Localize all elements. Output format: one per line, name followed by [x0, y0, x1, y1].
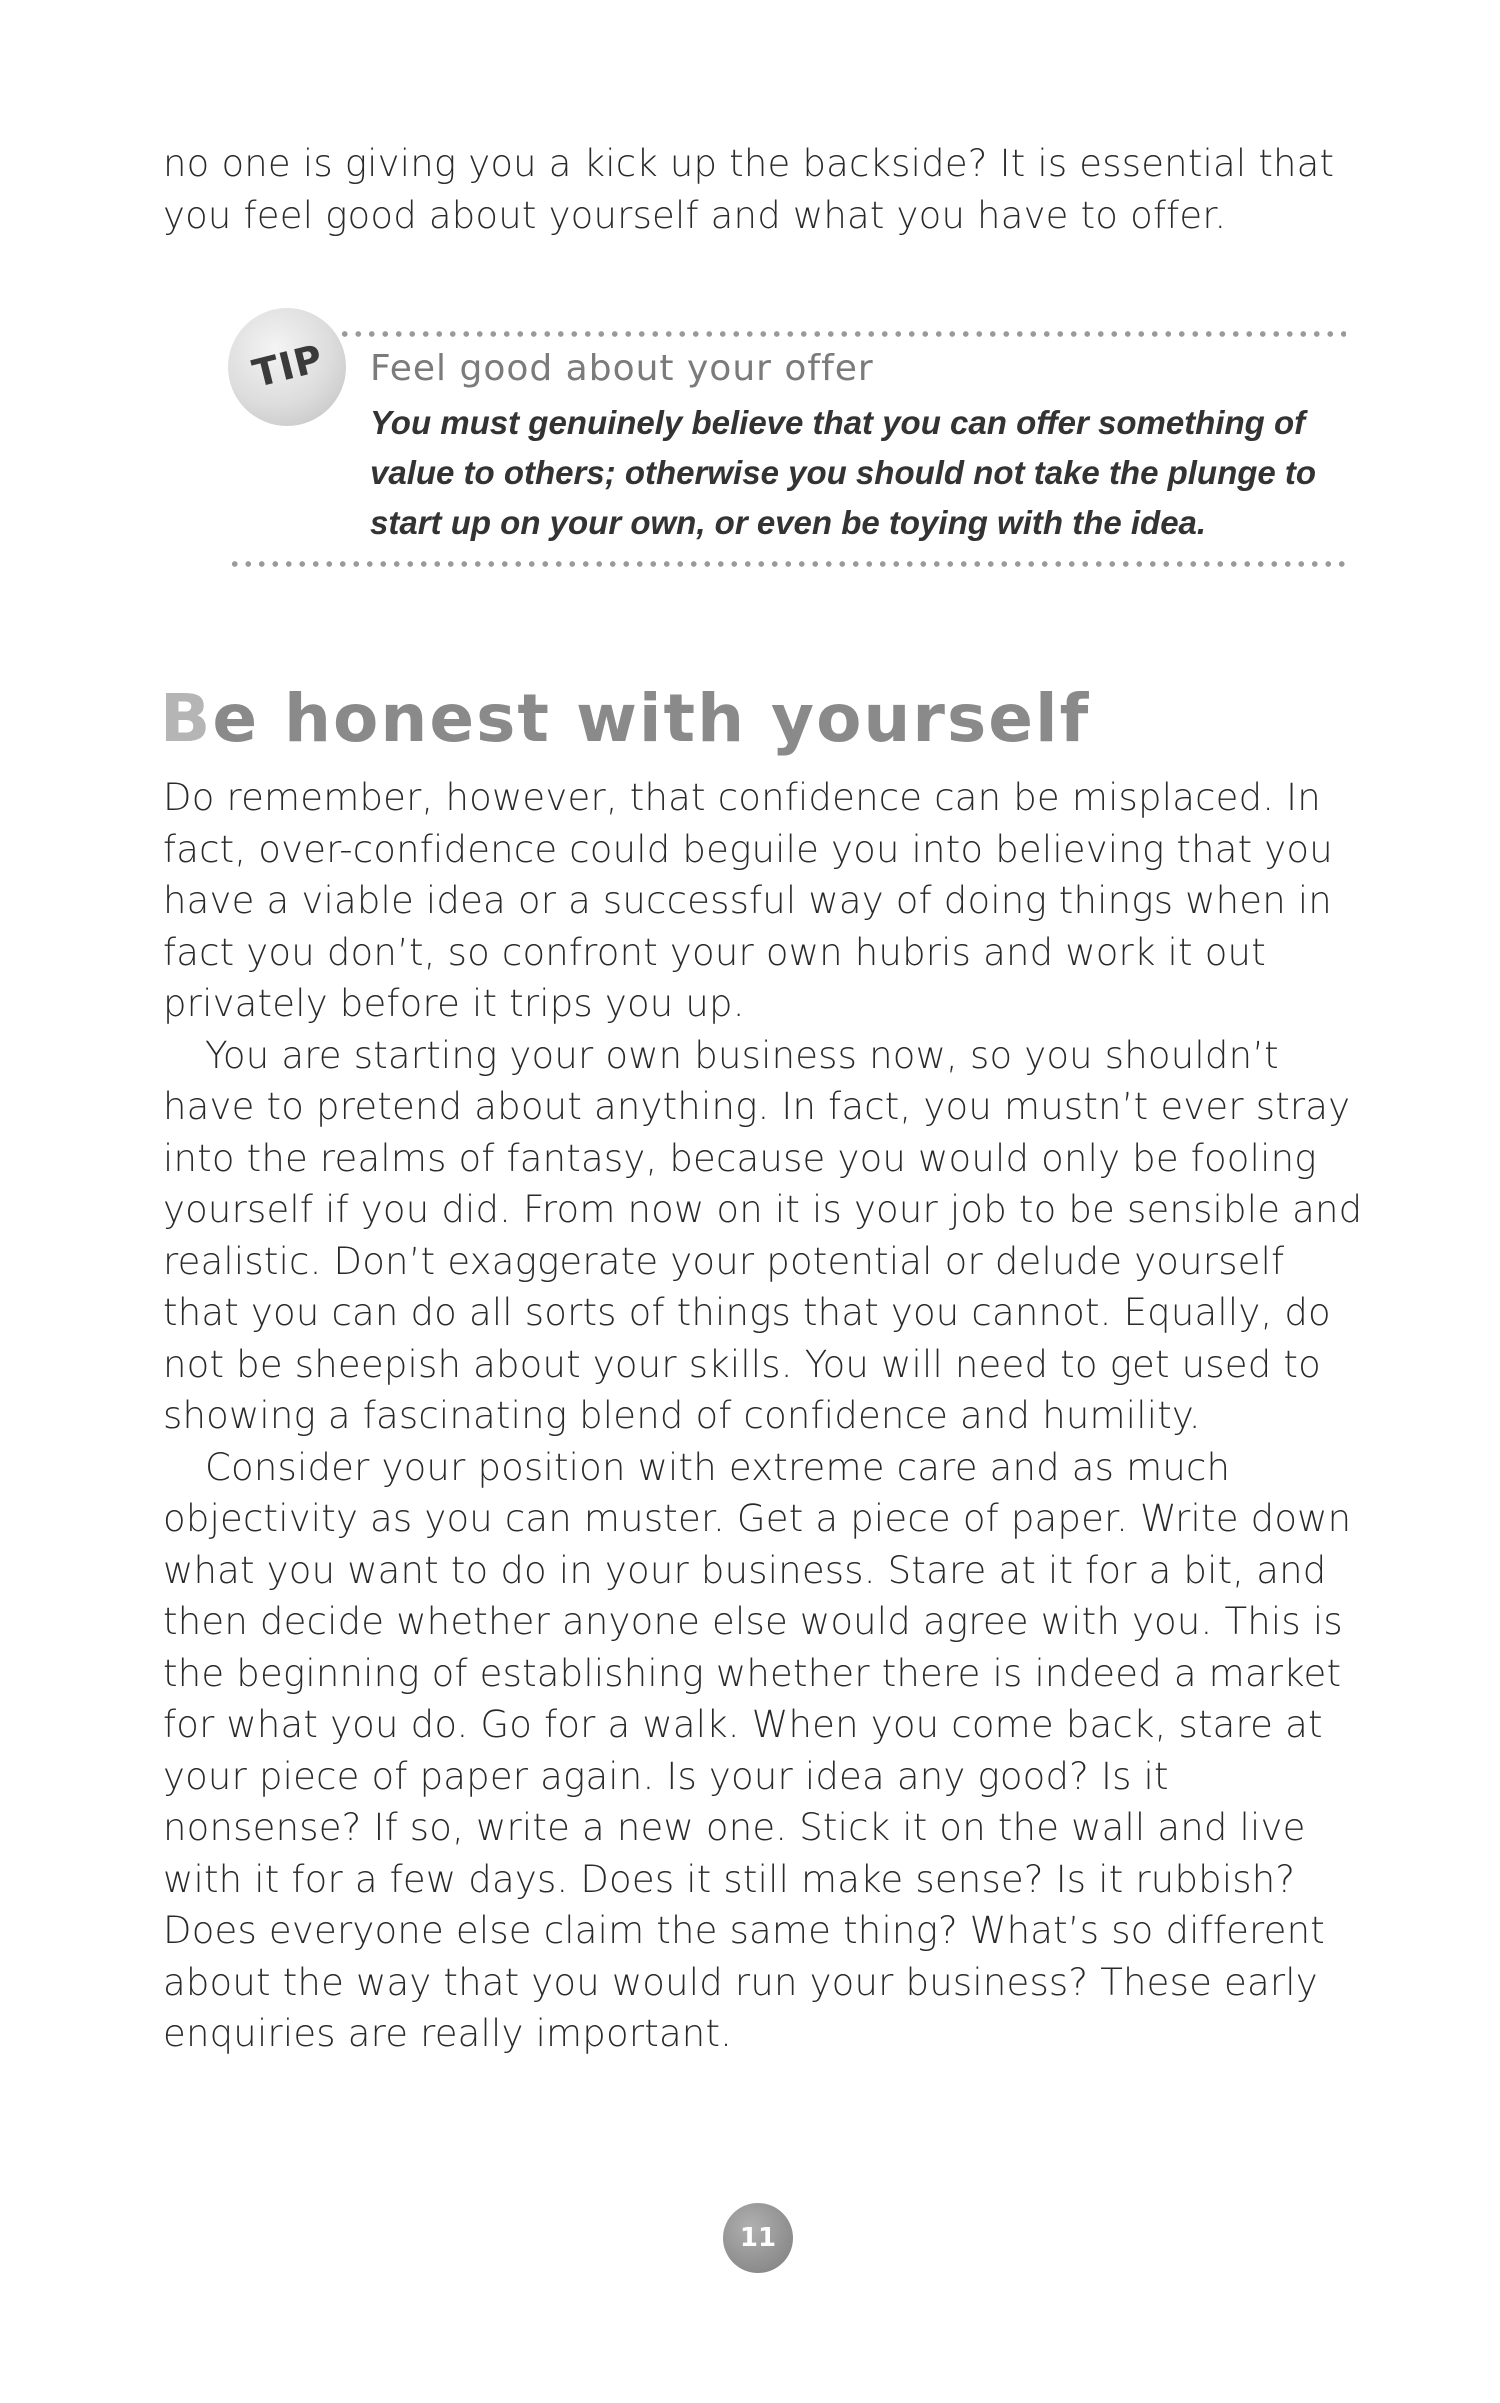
section-heading: [160, 680, 1090, 757]
section-heading-initial: B: [160, 680, 213, 757]
tip-badge-icon: [228, 308, 346, 426]
tip-top-dotted-rule: [338, 330, 1346, 338]
section-heading-rest: e honest with yourself: [212, 680, 1091, 757]
intro-paragraph: no one is giving you a kick up the backside? It is essential that you feel good about yourself and what you have to offer.: [163, 142, 1335, 237]
tip-badge-label: TIP: [248, 336, 328, 396]
page-number-badge: 11: [723, 2203, 793, 2273]
section-body: [163, 772, 1363, 2060]
tip-title: Feel good about your offer: [370, 348, 874, 389]
section-paragraph: Do remember, however, that confidence can be misplaced. In fact, over-confidence could beguile you into believing that you have a viable idea or a successful way of doing things when in fact you don’t, so confront your own hubris and work it out privately before it trips you up.: [163, 776, 1333, 1025]
tip-text: You must genuinely believe that you can offer something of value to others; otherwise you should not take the plunge to start up on your own, or even be toying with the idea.: [370, 404, 1317, 541]
section-paragraph: You are starting your own business now, so you shouldn’t have to pretend about anything. In fact, you mustn’t ever stray into the realms of fantasy, because you would only be fooling yourself if you did. From now on it is your job to be sensible and realistic. Don’t exaggerate your potential or delude yourself that you can do all sorts of things that you cannot. Equally, do not be sheepish about your skills. You will need to get used to showing a fascinating blend of confidence and humility.: [163, 1033, 1363, 1437]
tip-bottom-dotted-rule: [228, 560, 1346, 568]
tip-box: [228, 308, 1346, 570]
section-paragraph: Consider your position with extreme care and as much objectivity as you can muster. Get a piece of paper. Write down what you want to do in your business. Stare at it for a bit, and then decide whether anyone else would agree with you. This is the beginning of establishing whether there is indeed a market for what you do. Go for a walk. When you come back, stare at your piece of paper again. Is your idea any good? Is it nonsense? If so, write a new one. Stick it on the wall and live with it for a few days. Does it still make sense? Is it rubbish? Does everyone else claim the same thing? What’s so different about the way that you would run your business? These early enquiries are really important.: [163, 1445, 1352, 2055]
